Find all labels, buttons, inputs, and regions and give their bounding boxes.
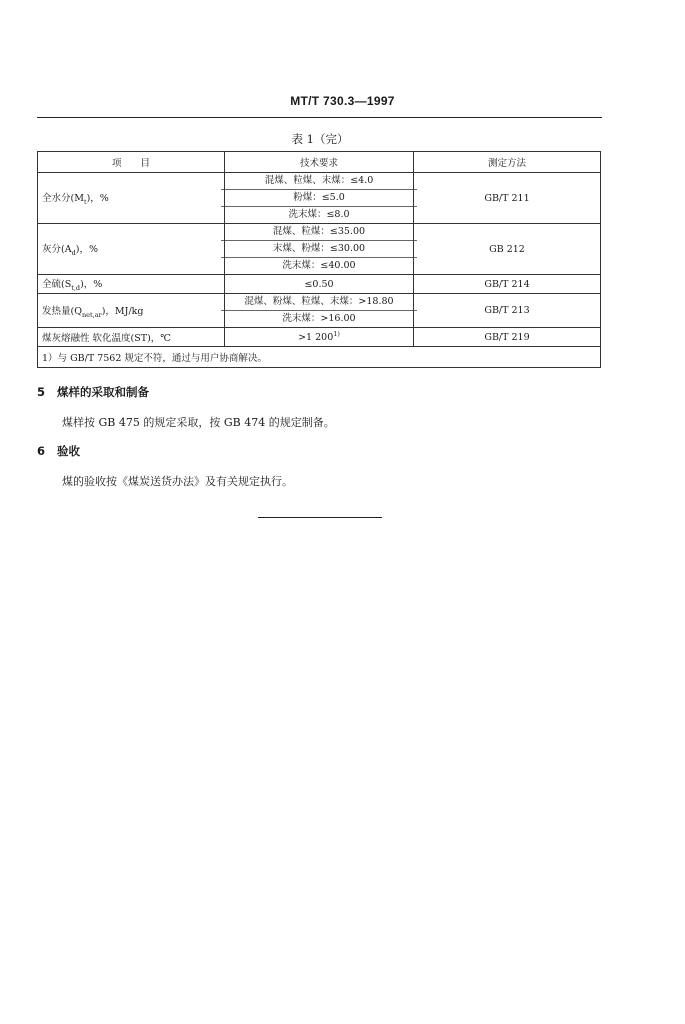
item-cell: 煤灰熔融性 软化温度(ST)，℃	[38, 328, 225, 347]
section-6-body: 煤的验收按《煤炭送货办法》及有关规定执行。	[62, 475, 293, 488]
section-6-heading: 6 验收	[37, 444, 80, 458]
column-header-method: 测定方法	[414, 152, 601, 173]
requirement-line: 洗末煤：≤8.0	[221, 206, 417, 223]
table-row	[38, 294, 601, 328]
item-cell: 全水分$(M_t)$，%	[38, 173, 225, 224]
requirement-cell	[225, 224, 414, 275]
column-header-requirement: 技术要求	[225, 152, 414, 173]
requirement-cell: >1 200$^{1)}$	[225, 328, 414, 347]
requirement-line: 洗末煤：≤40.00	[221, 257, 417, 274]
table-row	[38, 328, 601, 347]
table-row	[38, 224, 601, 275]
item-cell: 全硫$(S_{t,d})$，%	[38, 275, 225, 294]
column-header-item: 项 目	[38, 152, 225, 173]
item-cell: 发热量$(Q_{net,ar})$，MJ/kg	[38, 294, 225, 328]
end-of-standard-rule	[258, 517, 382, 518]
requirement-line: 混煤、粒煤：≤35.00	[272, 226, 366, 237]
requirement-line: 粉煤：≤5.0	[221, 189, 417, 206]
requirement-cell	[225, 294, 414, 328]
method-cell: GB/T 211	[414, 173, 601, 224]
header-rule	[37, 117, 602, 118]
table-row	[38, 275, 601, 294]
requirement-cell	[225, 173, 414, 224]
table-footnote-row	[38, 347, 601, 368]
method-cell: GB/T 213	[414, 294, 601, 328]
method-cell: GB 212	[414, 224, 601, 275]
requirement-cell: ≤0.50	[225, 275, 414, 294]
requirement-line: 洗末煤：>16.00	[221, 310, 417, 327]
section-5-body: 煤样按 GB 475 的规定采取，按 GB 474 的规定制备。	[62, 416, 335, 429]
table-footnote: 1）与 GB/T 7562 规定不符，通过与用户协商解决。	[38, 347, 601, 368]
requirement-line: 混煤、粉煤、粒煤、末煤：>18.80	[244, 296, 394, 307]
section-5-heading: 5 煤样的采取和制备	[37, 385, 149, 399]
table-caption: 表 1（完）	[291, 132, 349, 146]
specification-table	[37, 151, 601, 368]
table-row	[38, 173, 601, 224]
method-cell: GB/T 214	[414, 275, 601, 294]
method-cell: GB/T 219	[414, 328, 601, 347]
standard-number-header: MT/T 730.3—1997	[290, 94, 395, 108]
requirement-line: 末煤、粉煤：≤30.00	[221, 240, 417, 257]
requirement-line: 混煤、粒煤、末煤：≤4.0	[264, 175, 374, 186]
table-header-row	[38, 152, 601, 173]
item-cell: 灰分$(A_d)$，%	[38, 224, 225, 275]
